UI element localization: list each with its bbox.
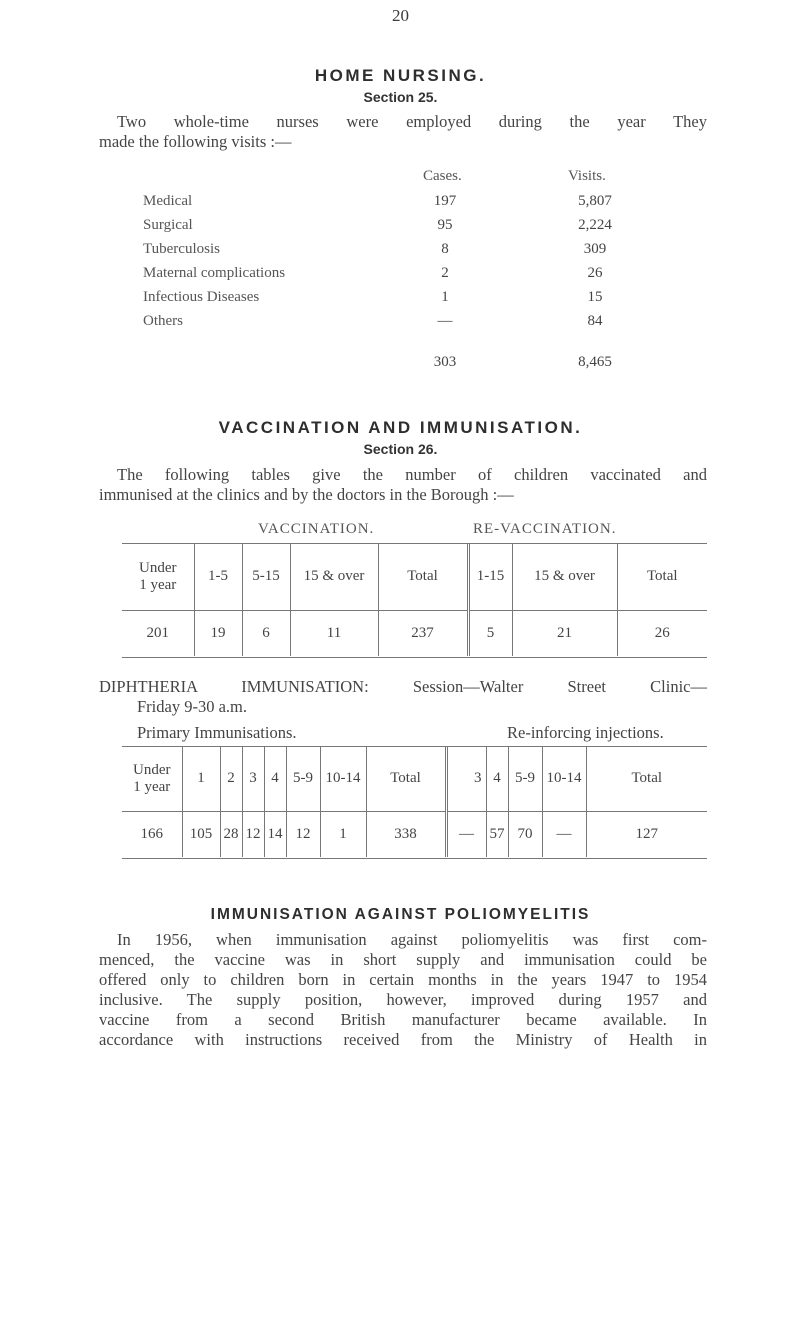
revacc-header-1-15: 1-15	[468, 544, 512, 610]
revaccination-label: RE-VACCINATION.	[473, 521, 617, 537]
cases-infectious: 1	[441, 289, 449, 305]
vacc-value-15-over: 11	[290, 610, 378, 656]
diph-value-10-14: 1	[320, 811, 366, 857]
cases-maternal: 2	[441, 265, 449, 281]
diph-value-total: 338	[366, 811, 446, 857]
row-label-infectious: Infectious Diseases	[143, 289, 260, 305]
vacc-value-under-1: 201	[146, 624, 169, 641]
diph-header-4: 4	[264, 747, 286, 811]
cases-column-header: Cases.	[423, 168, 462, 184]
polio-line-5: vaccine from a second British manufacturer became available. In	[99, 1010, 707, 1029]
cases-medical: 197	[433, 193, 457, 209]
reinf-value-5-9: 70	[508, 811, 542, 857]
diph-header-3: 3	[242, 747, 264, 811]
vaccination-title: VACCINATION AND IMMUNISATION.	[218, 418, 583, 437]
visits-others: 84	[587, 313, 603, 329]
vacc-header-5-15: 5-15	[242, 544, 290, 610]
diph-value-1: 105	[182, 811, 220, 857]
diph-header-5-9: 5-9	[286, 747, 320, 811]
visits-total: 8,465	[578, 354, 612, 370]
reinf-header-10-14: 10-14	[542, 747, 586, 811]
vaccination-table-bottom-rule	[122, 657, 707, 658]
revacc-value-1-15: 5	[468, 610, 512, 656]
cases-tuberculosis: 8	[441, 241, 449, 257]
diph-value-3: 12	[242, 811, 264, 857]
diph-header-10-14: 10-14	[320, 747, 366, 811]
page-number: 20	[392, 6, 409, 25]
reinf-value-4: 57	[486, 811, 508, 857]
primary-immunisations-label: Primary Immunisations.	[137, 723, 297, 742]
diphtheria-table	[122, 747, 707, 857]
reinforcing-injections-label: Re-inforcing injections.	[507, 723, 664, 742]
visits-medical: 5,807	[578, 193, 612, 209]
home-nursing-title: HOME NURSING.	[314, 66, 487, 85]
diph-header-total: Total	[366, 747, 446, 811]
polio-line-3: offered only to children born in certain months in the years 1947 to 1954	[99, 970, 707, 989]
visits-tuberculosis: 309	[583, 241, 607, 257]
reinf-header-4: 4	[486, 747, 508, 811]
vaccination-intro-line1: The following tables give the number of children vaccinated and	[117, 465, 707, 484]
row-label-maternal: Maternal complications	[143, 265, 286, 281]
vacc-value-total: 237	[378, 610, 468, 656]
diphtheria-line2: Friday 9-30 a.m.	[137, 697, 247, 716]
vaccination-section: Section 26.	[363, 441, 438, 457]
revacc-header-15-over: 15 & over	[512, 544, 617, 610]
vaccination-intro-line2: immunised at the clinics and by the doctors in the Borough :—	[99, 485, 514, 504]
diphtheria-table-bottom-rule	[122, 858, 707, 859]
row-label-tuberculosis: Tuberculosis	[143, 241, 220, 257]
vaccination-table	[122, 544, 707, 656]
reinf-value-3: —	[446, 811, 486, 857]
visits-column-header: Visits.	[568, 168, 606, 184]
row-label-medical: Medical	[143, 193, 193, 209]
polio-line-2: menced, the vaccine was in short supply and immunisation could be	[99, 950, 707, 969]
diph-value-4: 14	[264, 811, 286, 857]
reinf-value-total: 127	[586, 811, 707, 857]
diph-value-under-1: 166	[140, 825, 163, 842]
polio-line-6: accordance with instructions received from the Ministry of Health in	[99, 1030, 707, 1049]
visits-maternal: 26	[587, 265, 603, 281]
visits-infectious: 15	[587, 289, 603, 305]
cases-others: —	[437, 313, 453, 329]
home-nursing-intro-line1: Two whole-time nurses were employed during the year They	[117, 112, 707, 131]
diph-value-2: 28	[220, 811, 242, 857]
diph-header-2: 2	[220, 747, 242, 811]
diphtheria-line1: DIPHTHERIA IMMUNISATION: Session—Walter Street Clinic—	[99, 677, 707, 696]
reinf-value-10-14: —	[542, 811, 586, 857]
home-nursing-intro-line2: made the following visits :—	[99, 132, 292, 151]
vaccination-label: VACCINATION.	[258, 521, 375, 537]
reinf-header-3: 3	[446, 747, 486, 811]
diph-header-under-1-year: Under 1 year	[122, 747, 182, 811]
vacc-header-15-over: 15 & over	[290, 544, 378, 610]
revacc-value-15-over: 21	[512, 610, 617, 656]
home-nursing-section: Section 25.	[363, 89, 438, 105]
revacc-value-total: 26	[617, 610, 707, 656]
row-label-others: Others	[143, 313, 183, 329]
reinf-header-5-9: 5-9	[508, 747, 542, 811]
cases-total: 303	[433, 354, 457, 370]
row-label-surgical: Surgical	[143, 217, 193, 233]
vacc-header-1-5: 1-5	[194, 544, 242, 610]
vacc-value-1-5: 19	[194, 610, 242, 656]
polio-line-1: In 1956, when immunisation against poliomyelitis was first com-	[117, 930, 707, 949]
polio-title: IMMUNISATION AGAINST POLIOMYELITIS	[210, 906, 591, 923]
diph-header-1: 1	[182, 747, 220, 811]
cases-surgical: 95	[437, 217, 453, 233]
visits-surgical: 2,224	[578, 217, 612, 233]
vacc-header-under-1-year: Under 1 year	[122, 544, 194, 610]
diph-value-5-9: 12	[286, 811, 320, 857]
reinf-header-total: Total	[586, 747, 707, 811]
revacc-header-total: Total	[617, 544, 707, 610]
vacc-header-total: Total	[378, 544, 468, 610]
vacc-value-5-15: 6	[242, 610, 290, 656]
polio-line-4: inclusive. The supply position, however, improved during 1957 and	[99, 990, 707, 1009]
